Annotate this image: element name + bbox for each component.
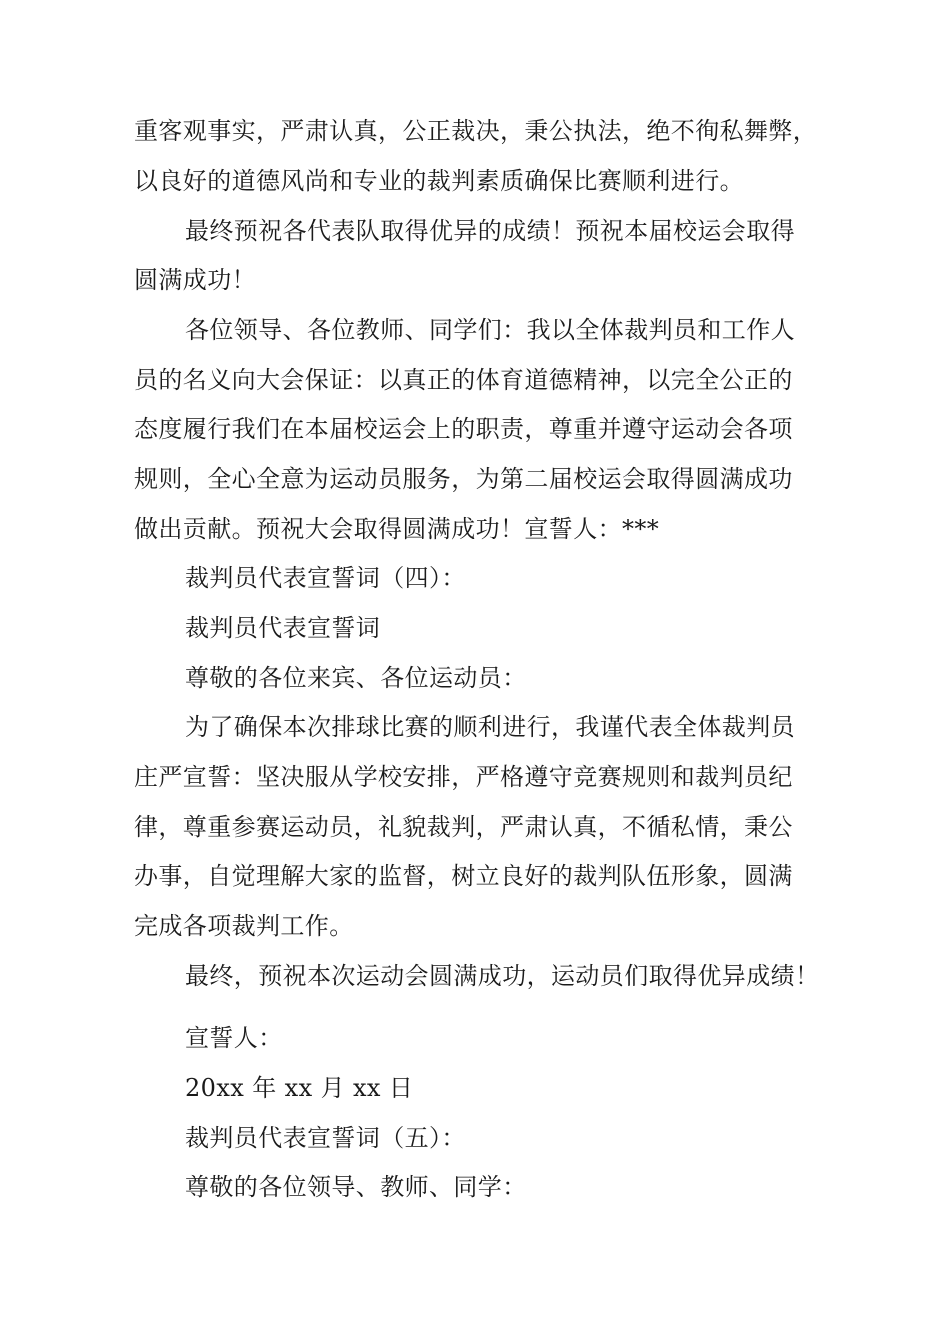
text-line: 为了确保本次排球比赛的顺利进行，我谨代表全体裁判员 (185, 713, 795, 741)
text-line: 20xx 年 xx 月 xx 日 (185, 1074, 414, 1102)
text-line: 尊敬的各位领导、教师、同学： (185, 1173, 527, 1201)
text-line: 裁判员代表宣誓词（五）： (185, 1124, 466, 1152)
text-line: 完成各项裁判工作。 (134, 912, 354, 940)
text-line: 态度履行我们在本届校运会上的职责，尊重并遵守运动会各项 (134, 415, 793, 443)
text-line: 尊敬的各位来宾、各位运动员： (185, 664, 527, 692)
text-line: 员的名义向大会保证：以真正的体育道德精神，以完全公正的 (134, 366, 793, 394)
text-line: 办事，自觉理解大家的监督，树立良好的裁判队伍形象，圆满 (134, 862, 793, 890)
text-line: 圆满成功！ (134, 266, 256, 294)
text-line: 最终预祝各代表队取得优异的成绩！预祝本届校运会取得 (185, 217, 795, 245)
text-line: 庄严宣誓：坚决服从学校安排，严格遵守竞赛规则和裁判员纪 (134, 763, 793, 791)
text-line: 律，尊重参赛运动员，礼貌裁判，严肃认真，不循私情，秉公 (134, 813, 793, 841)
text-line: 宣誓人： (185, 1024, 283, 1052)
text-line: 裁判员代表宣誓词 (185, 614, 381, 642)
text-line: 各位领导、各位教师、同学们：我以全体裁判员和工作人 (185, 316, 795, 344)
text-line: 做出贡献。预祝大会取得圆满成功！宣誓人：*** (134, 515, 660, 543)
text-line: 重客观事实，严肃认真，公正裁决，秉公执法，绝不徇私舞弊， (134, 117, 818, 145)
text-line: 裁判员代表宣誓词（四）： (185, 564, 466, 592)
text-line: 规则，全心全意为运动员服务，为第二届校运会取得圆满成功 (134, 465, 793, 493)
text-line: 以良好的道德风尚和专业的裁判素质确保比赛顺利进行。 (134, 167, 744, 195)
text-line: 最终，预祝本次运动会圆满成功，运动员们取得优异成绩！ (185, 962, 820, 990)
